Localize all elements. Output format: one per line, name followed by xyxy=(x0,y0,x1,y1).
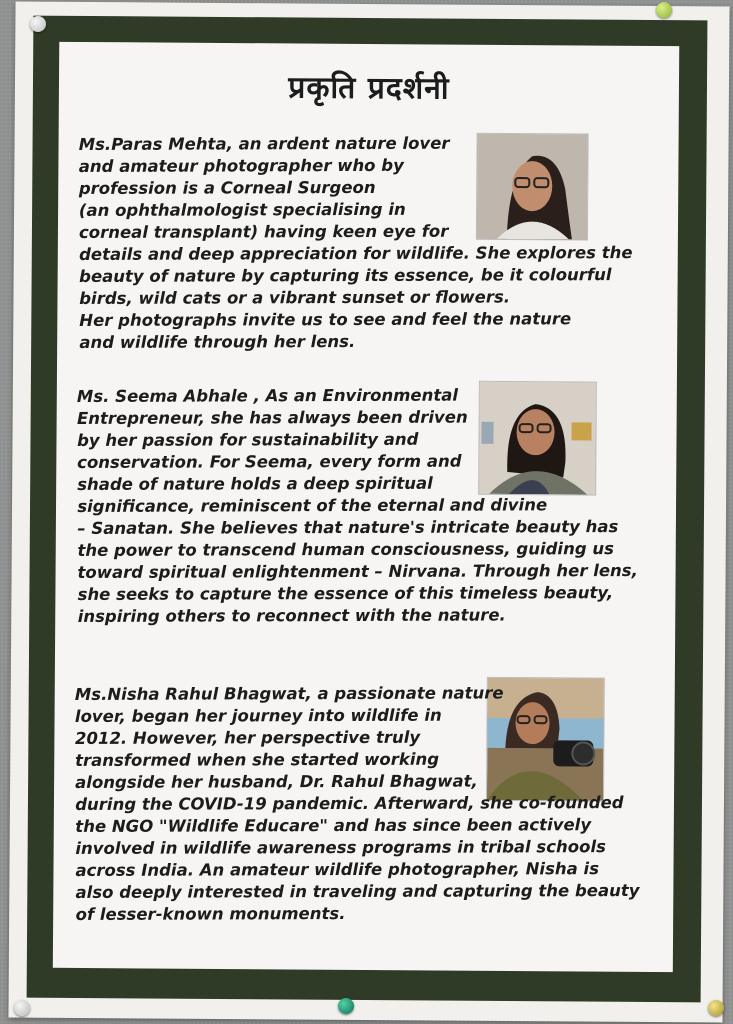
bio-line: Ms. Seema Abhale , As an Environmental xyxy=(76,385,459,406)
bio-line: and wildlife through her lens. xyxy=(79,331,356,352)
bio-line: corneal transplant) having keen eye for xyxy=(78,221,449,242)
bio-line: by her passion for sustainability and xyxy=(77,429,419,450)
bio-line: Entrepreneur, she has always been driven xyxy=(76,407,468,428)
poster-panel xyxy=(53,42,679,972)
bio-line: Ms.Nisha Rahul Bhagwat, a passionate nature xyxy=(74,683,504,704)
bio-line: she seeks to capture the essence of this timeless beauty, xyxy=(77,583,614,604)
poster-frame xyxy=(27,16,708,1003)
bio-nisha-bhagwat xyxy=(75,682,660,926)
bio-line: alongside her husband, Dr. Rahul Bhagwat, xyxy=(75,771,478,792)
bio-line: details and deep appreciation for wildlife. She explores the xyxy=(79,243,633,264)
bio-line: lover, began her journey into wildlife in xyxy=(74,705,442,726)
bio-line: transformed when she started working xyxy=(75,749,440,770)
bio-line: and amateur photographer who by xyxy=(78,155,404,176)
pushpin-icon xyxy=(338,998,354,1014)
bio-line: birds, wild cats or a vibrant sunset or flowers. xyxy=(79,287,511,308)
bio-line: the power to transcend human consciousness, guiding us xyxy=(77,539,614,560)
pushpin-icon xyxy=(14,1000,30,1016)
pushpin-icon xyxy=(708,1000,724,1016)
bio-line: 2012. However, her perspective truly xyxy=(74,727,421,748)
bio-seema-abhale xyxy=(77,384,662,628)
bio-line: inspiring others to reconnect with the nature. xyxy=(77,605,506,626)
bio-line: beauty of nature by capturing its essence, be it colourful xyxy=(79,265,612,286)
bio-line: shade of nature holds a deep spiritual xyxy=(77,473,433,494)
bio-line: involved in wildlife awareness programs in tribal schools xyxy=(75,837,606,858)
bio-line: Ms.Paras Mehta, an ardent nature lover xyxy=(78,133,450,154)
bio-line: Her photographs invite us to see and feel the nature xyxy=(79,309,572,330)
bio-paras-mehta xyxy=(79,132,664,354)
bio-line: profession is a Corneal Surgeon xyxy=(78,177,376,198)
exhibition-poster xyxy=(8,2,729,1023)
bio-line: (an ophthalmologist specialising in xyxy=(78,199,406,220)
bio-line: across India. An amateur wildlife photographer, Nisha is xyxy=(75,859,600,880)
bio-line: – Sanatan. She believes that nature's intricate beauty has xyxy=(77,517,619,538)
bio-line: significance, reminiscent of the eternal and divine xyxy=(77,495,548,516)
poster-title: प्रकृति प्रदर्शनी xyxy=(288,70,450,107)
bio-line: during the COVID-19 pandemic. Afterward, she co-founded xyxy=(75,793,624,814)
bio-line: conservation. For Seema, every form and xyxy=(77,451,462,472)
bio-line: also deeply interested in traveling and capturing the beauty xyxy=(75,880,640,902)
bio-line: the NGO "Wildlife Educare" and has since been actively xyxy=(75,815,592,836)
bio-line: of lesser-known monuments. xyxy=(75,904,346,924)
pushpin-icon xyxy=(30,16,46,32)
bio-line: toward spiritual enlightenment – Nirvana. Through her lens, xyxy=(77,561,638,582)
pushpin-icon xyxy=(656,2,672,18)
